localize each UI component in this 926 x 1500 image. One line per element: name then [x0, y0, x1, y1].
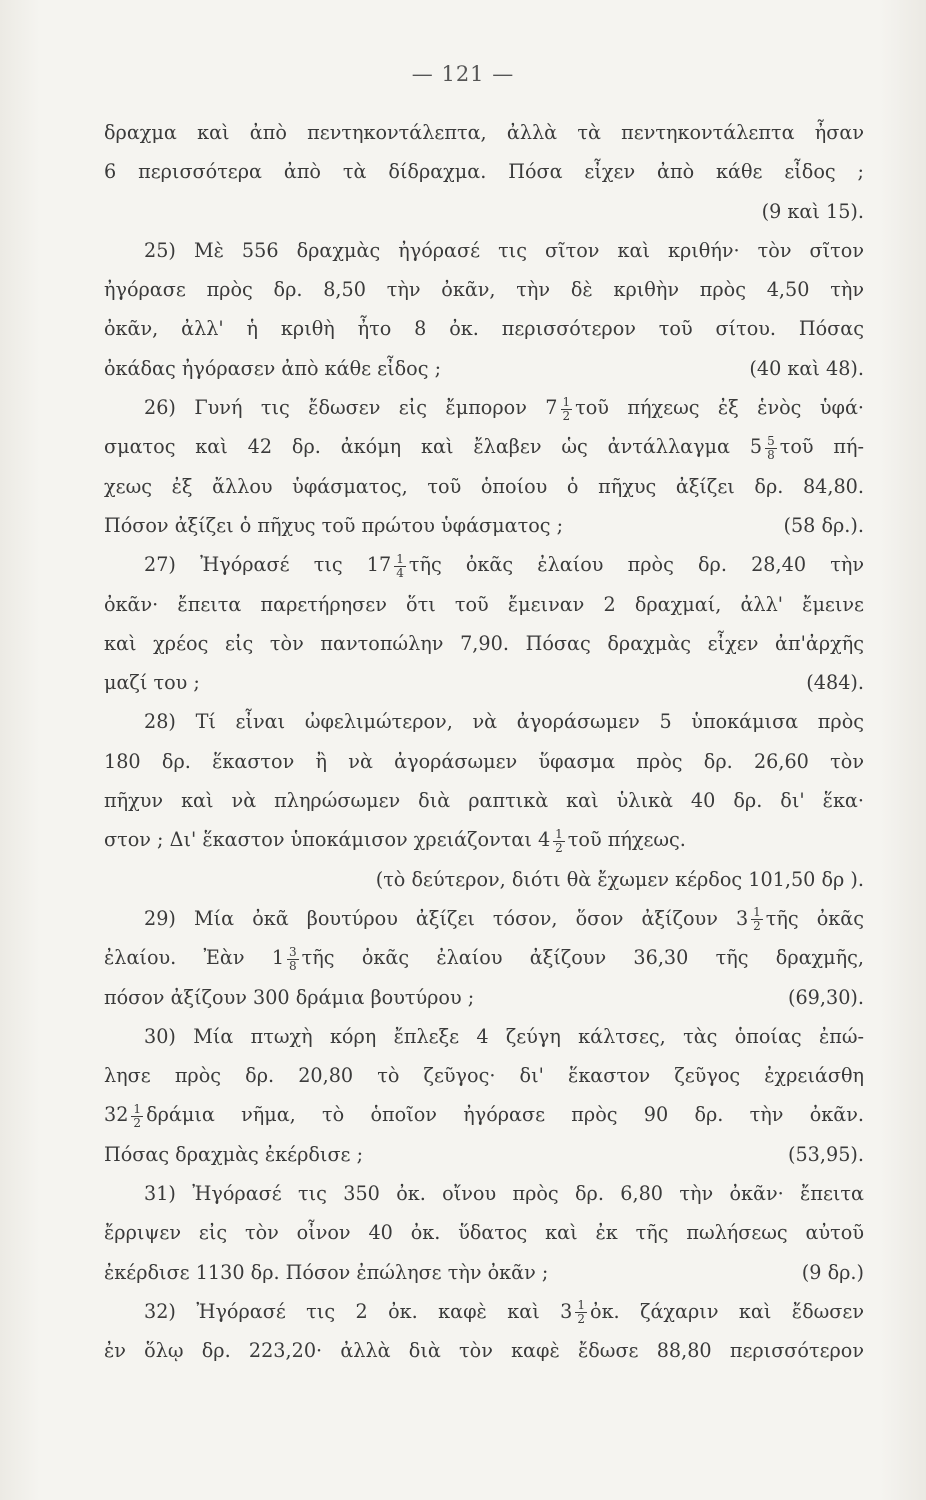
line-text: τοῦ πήχεως ἐξ ἑνὸς ὑφά· — [575, 396, 864, 420]
answer-text: (40 καὶ 48). — [749, 356, 864, 380]
answer-text: (58 δρ.). — [783, 513, 864, 537]
line-text: ἐλαίου. Ἐὰν 1 — [104, 946, 285, 970]
answer-text: (9 δρ.) — [801, 1260, 864, 1284]
line-text: 32 — [104, 1103, 129, 1127]
line-text: 32) Ἠγόρασέ τις 2 ὀκ. καφὲ καὶ 3 — [144, 1299, 573, 1323]
line-text: 29) Μία ὀκᾶ βουτύρου ἀξίζει τόσον, ὅσον ἀξίζουν 3 — [144, 906, 749, 930]
text-line: ὀκᾶν· ἔπειτα παρετήρησεν ὅτι τοῦ ἔμειναν 2 δραχμαί, ἀλλ' ἔμεινε — [104, 592, 864, 616]
text-line — [104, 663, 864, 702]
fraction-denominator: 2 — [753, 919, 761, 934]
text-line — [104, 1292, 864, 1331]
text-line: 25) Μὲ 556 δραχμὰς ἠγόρασέ τις σῖτον καὶ κριθήν· τὸν σῖτον — [144, 238, 864, 262]
fraction-numerator: 1 — [555, 826, 563, 841]
text-line: 28) Τί εἶναι ὠφελιμώτερον, νὰ ἀγοράσωμεν 5 ὑποκάμισα πρὸς — [144, 710, 864, 734]
text-line: πῆχυν καὶ νὰ πληρώσωμεν διὰ ραπτικὰ καὶ ὑλικὰ 40 δρ. δι' ἕκα· — [104, 789, 864, 813]
fraction — [765, 435, 777, 462]
text-line — [104, 820, 864, 859]
fraction-denominator: 4 — [396, 565, 404, 580]
fraction-numerator: 3 — [289, 944, 297, 959]
fraction-denominator: 2 — [133, 1115, 142, 1130]
text-line: 31) Ἠγόρασέ τις 350 ὀκ. οἴνου πρὸς δρ. 6,80 τὴν ὀκᾶν· ἔπειτα — [144, 1182, 864, 1206]
text-line — [104, 978, 864, 1017]
text-line — [104, 1095, 864, 1134]
fraction — [394, 553, 406, 580]
text-line: 6 περισσότερα ἀπὸ τὰ δίδραχμα. Πόσα εἶχεν ἀπὸ κάθε εἶδος ; — [104, 160, 864, 184]
text-line: ὀκᾶν, ἀλλ' ἡ κριθὴ ἦτο 8 ὀκ. περισσότερον τοῦ σίτου. Πόσας — [104, 317, 864, 341]
page-number: — 121 — — [411, 62, 515, 86]
fraction — [287, 946, 299, 973]
fraction-numerator: 5 — [767, 433, 775, 448]
line-text: 26) Γυνή τις ἔδωσεν εἰς ἔμπορον 7 — [144, 396, 558, 420]
fraction — [575, 1299, 587, 1326]
text-line: καὶ χρέος εἰς τὸν παντοπώλην 7,90. Πόσας δραχμὰς εἶχεν ἀπ'ἀρχῆς — [104, 631, 864, 655]
fraction-denominator: 8 — [767, 447, 775, 462]
text-line — [104, 1253, 864, 1292]
line-text: τοῦ πή- — [779, 435, 864, 459]
line-text: στον ; Δι' ἕκαστον ὑποκάμισον χρειάζονται 4 — [104, 828, 551, 852]
text-line — [104, 1135, 864, 1174]
fraction-denominator: 8 — [289, 958, 297, 973]
answer-text: (53,95). — [787, 1142, 864, 1166]
fraction-numerator: 1 — [577, 1298, 586, 1313]
text-line: ἐν ὅλῳ δρ. 223,20· ἀλλὰ διὰ τὸν καφὲ ἔδωσε 88,80 περισσότερον — [104, 1339, 864, 1363]
line-text: ὀκάδας ἠγόρασεν ἀπὸ κάθε εἶδος ; — [104, 356, 442, 380]
line-text: ὀκ. ζάχαριν καὶ ἔδωσεν — [590, 1299, 864, 1323]
text-line — [104, 938, 864, 977]
text-line — [104, 388, 864, 427]
text-line — [104, 427, 864, 466]
fraction-numerator: 1 — [396, 551, 404, 566]
text-line: χεως ἐξ ἄλλου ὑφάσματος, τοῦ ὁποίου ὁ πῆχυς ἀξίζει δρ. 84,80. — [104, 474, 864, 498]
fraction — [561, 396, 573, 423]
fraction-numerator: 1 — [753, 905, 761, 920]
line-text: τῆς ὀκᾶς ἐλαίου πρὸς δρ. 28,40 τὴν — [408, 553, 864, 577]
text-line: δραχμα καὶ ἀπὸ πεντηκοντάλεπτα, ἀλλὰ τὰ πεντηκοντάλεπτα ἦσαν — [104, 121, 864, 144]
fraction — [751, 906, 763, 933]
text-line: (9 καὶ 15). — [761, 199, 864, 223]
text-line: (τὸ δεύτερον, διότι θὰ ἔχωμεν κέρδος 101,50 δρ ). — [375, 867, 864, 891]
line-text: 27) Ἠγόρασέ τις 17 — [144, 553, 392, 577]
fraction-numerator: 1 — [133, 1101, 142, 1116]
answer-text: (484). — [806, 671, 864, 695]
fraction-denominator: 2 — [555, 840, 563, 855]
text-line: 180 δρ. ἕκαστον ἢ νὰ ἀγοράσωμεν ὕφασμα πρὸς δρ. 26,60 τὸν — [104, 749, 864, 773]
text-line: ἠγόρασε πρὸς δρ. 8,50 τὴν ὀκᾶν, τὴν δὲ κριθὴν πρὸς 4,50 τὴν — [104, 278, 864, 302]
text-line — [104, 899, 864, 938]
text-line: ἔρριψεν εἰς τὸν οἶνον 40 ὀκ. ὕδατος καὶ ἐκ τῆς πωλήσεως αὐτοῦ — [104, 1221, 864, 1245]
line-text: τοῦ πήχεως. — [567, 828, 686, 852]
text-line — [104, 545, 864, 584]
answer-text: (69,30). — [787, 985, 864, 1009]
line-text: Πόσας δραχμὰς ἐκέρδισε ; — [104, 1142, 364, 1166]
line-text: Πόσον ἀξίζει ὁ πῆχυς τοῦ πρώτου ὑφάσματος ; — [104, 513, 564, 537]
line-text: σματος καὶ 42 δρ. ἀκόμη καὶ ἔλαβεν ὡς ἀντάλλαγμα 5 — [104, 435, 763, 459]
text-line — [104, 349, 864, 388]
fraction-denominator: 2 — [562, 408, 571, 423]
line-text: τῆς ὀκᾶς ἐλαίου ἀξίζουν 36,30 τῆς δραχμῆς, — [301, 946, 864, 970]
text-line: λησε πρὸς δρ. 20,80 τὸ ζεῦγος· δι' ἕκαστον ζεῦγος ἐχρειάσθη — [104, 1064, 864, 1088]
line-text: πόσον ἀξίζουν 300 δράμια βουτύρου ; — [104, 985, 475, 1009]
fraction — [553, 828, 565, 855]
line-text: δράμια νῆμα, τὸ ὁποῖον ἠγόρασε πρὸς 90 δρ. τὴν ὀκᾶν. — [146, 1103, 864, 1127]
fraction-numerator: 1 — [562, 394, 571, 409]
text-line: 30) Μία πτωχὴ κόρη ἔπλεξε 4 ζεύγη κάλτσες, τὰς ὁποίας ἐπώ- — [144, 1024, 864, 1048]
text-line — [104, 506, 864, 545]
fraction-denominator: 2 — [577, 1312, 586, 1327]
fraction — [131, 1103, 143, 1130]
line-text: ἐκέρδισε 1130 δρ. Πόσον ἐπώλησε τὴν ὀκᾶν ; — [104, 1260, 549, 1284]
page-body-text — [104, 113, 864, 1371]
line-text: μαζί του ; — [104, 671, 200, 695]
line-text: τῆς ὀκᾶς — [765, 906, 864, 930]
